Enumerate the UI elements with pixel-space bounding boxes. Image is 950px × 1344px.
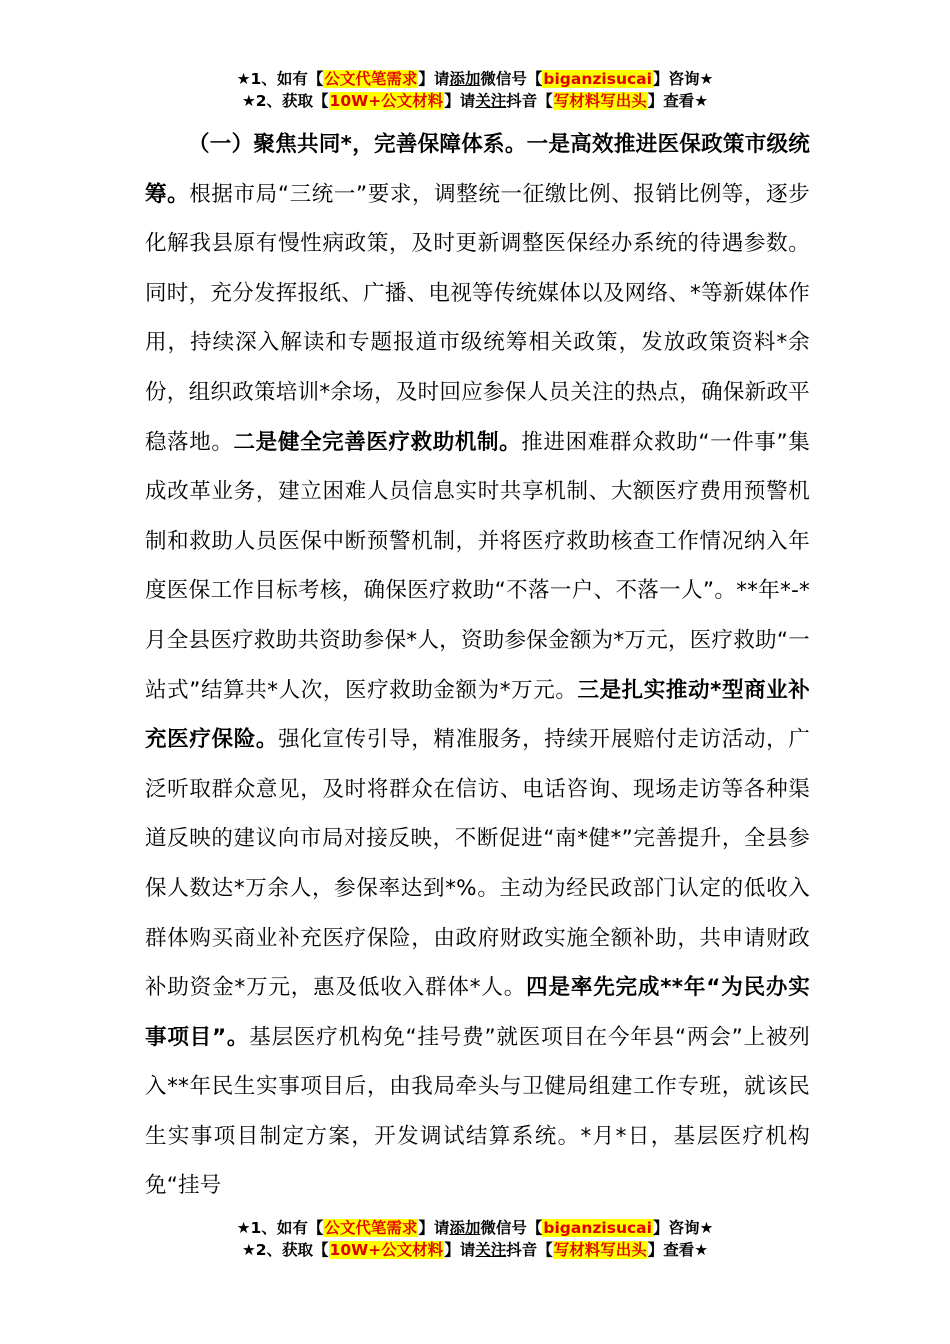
- body-paragraph: （一）聚焦共同*，完善保障体系。一是高效推进医保政策市级统筹。根据市局“三统一”要求，调整统一征缴比例、报销比例等，逐步化解我县原有慢性病政策，及时更新调整医保经办系统的待遇参数。同时，充分发挥报纸、广播、电视等传统媒体以及网络、*等新媒体作用，持续深入解读和专题报道市级统筹相关政策，发放政策资料*余份，组织政策培训*余场，及时回应参保人员关注的热点，确保新政平稳落地。二是健全完善医疗救助机制。推进困难群众救助“一件事”集成改革业务，建立困难人员信息实时共享机制、大额医疗费用预警机制和救助人员医保中断预警机制，并将医疗救助核查工作情况纳入年度医保工作目标考核，确保医疗救助“不落一户、不落一人”。**年*-*月全县医疗救助共资助参保*人，资助参保金额为*万元，医疗救助“一站式”结算共*人次，医疗救助金额为*万元。三是扎实推动*型商业补充医疗保险。强化宣传引导，精准服务，持续开展赔付走访活动，广泛听取群众意见，及时将群众在信访、电话咨询、现场走访等各种渠道反映的建议向市局对接反映，不断促进“南*健*”完善提升，全县参保人数达*万余人，参保率达到*%。主动为经民政部门认定的低收入群体购买商业补充医疗保险，由政府财政实施全额补助，共申请财政补助资金*万元，惠及低收入群体*人。四是率先完成**年“为民办实事项目”。基层医疗机构免“挂号费”就医项目在今年县“两会”上被列入**年民生实事项目后，由我局牵头与卫健局组建工作专班，就该民生实事项目制定方案，开发调试结算系统。*月*日，基层医疗机构免“挂号: [145, 132, 811, 1199]
- section-heading: 三是扎实推动*型商业补充医疗保险。: [145, 677, 810, 753]
- promo-line-2: ★2、获取【10W+公文材料】请关注抖音【写材料写出头】查看★: [241, 1241, 709, 1259]
- promo-highlight: 10W+公文材料: [329, 1241, 444, 1259]
- promo-line-1: ★1、如有【公文代笔需求】请添加微信号【biganzisucai】咨询★: [236, 1219, 714, 1237]
- promo-highlight: 写材料写出头: [553, 92, 647, 110]
- promo-line-2: ★2、获取【10W+公文材料】请关注抖音【写材料写出头】查看★: [241, 92, 709, 110]
- promo-highlight: 写材料写出头: [553, 1241, 647, 1259]
- promo-highlight: biganzisucai: [543, 1219, 652, 1237]
- promo-highlight: 公文代笔需求: [324, 70, 418, 88]
- promo-highlight: biganzisucai: [543, 70, 652, 88]
- promo-header: [0, 68, 950, 112]
- promo-line-1: ★1、如有【公文代笔需求】请添加微信号【biganzisucai】咨询★: [236, 70, 714, 88]
- promo-footer: [0, 1217, 950, 1261]
- document-body: [145, 120, 810, 1211]
- section-heading: （一）聚焦共同*，完善保障体系。一是高效推进医保政策市级统筹。: [145, 132, 810, 207]
- section-heading: 二是健全完善医疗救助机制。: [233, 429, 522, 455]
- promo-highlight: 公文代笔需求: [324, 1219, 418, 1237]
- promo-highlight: 10W+公文材料: [329, 92, 444, 110]
- section-heading: 四是率先完成**年“为民办实事项目”。: [145, 975, 810, 1050]
